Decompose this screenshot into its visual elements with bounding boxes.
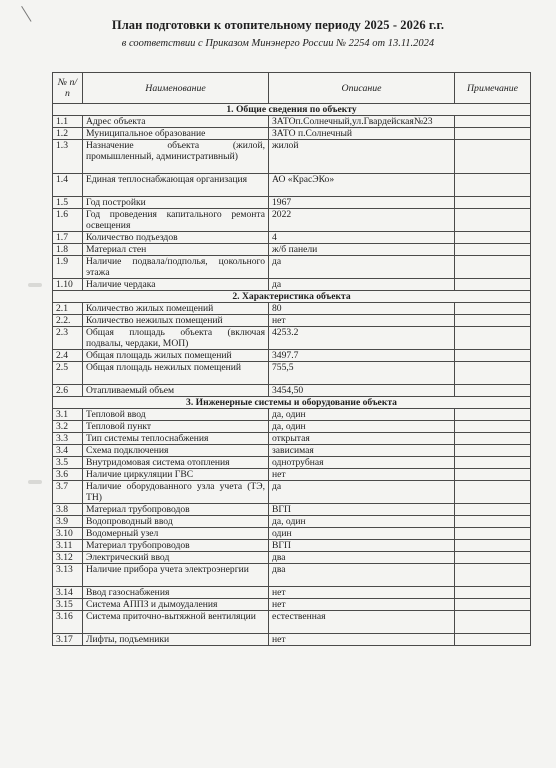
header-name: Наименование xyxy=(83,73,269,104)
table-row xyxy=(53,128,531,140)
row-name: Адрес объекта xyxy=(83,116,269,128)
row-description: да, один xyxy=(269,409,455,421)
row-description: 2022 xyxy=(269,209,455,232)
table-row xyxy=(53,445,531,457)
row-name: Тепловой ввод xyxy=(83,409,269,421)
row-description: 755,5 xyxy=(269,362,455,385)
row-name: Схема подключения xyxy=(83,445,269,457)
table-row xyxy=(53,504,531,516)
punch-hole-mark xyxy=(28,283,42,287)
row-description: нет xyxy=(269,315,455,327)
row-note xyxy=(455,116,531,128)
row-description: жилой xyxy=(269,140,455,174)
table-row xyxy=(53,433,531,445)
table-body xyxy=(53,104,531,646)
row-number: 3.16 xyxy=(53,611,83,634)
table-header-row xyxy=(53,73,531,104)
row-number: 3.12 xyxy=(53,552,83,564)
row-description: да xyxy=(269,279,455,291)
row-description: ЗАТО п.Солнечный xyxy=(269,128,455,140)
table-row xyxy=(53,256,531,279)
header-num: № п/п xyxy=(53,73,83,104)
row-description: 3454,50 xyxy=(269,385,455,397)
row-name: Количество жилых помещений xyxy=(83,303,269,315)
row-note xyxy=(455,528,531,540)
row-number: 1.3 xyxy=(53,140,83,174)
row-number: 1.8 xyxy=(53,244,83,256)
row-name: Материал стен xyxy=(83,244,269,256)
row-number: 3.5 xyxy=(53,457,83,469)
table-row xyxy=(53,469,531,481)
row-note xyxy=(455,279,531,291)
row-name: Ввод газоснабжения xyxy=(83,587,269,599)
row-name: Количество нежилых помещений xyxy=(83,315,269,327)
row-name: Материал трубопроводов xyxy=(83,504,269,516)
table-row xyxy=(53,634,531,646)
row-description: открытая xyxy=(269,433,455,445)
row-name: Система АППЗ и дымоудаления xyxy=(83,599,269,611)
row-name: Материал трубопроводов xyxy=(83,540,269,552)
row-name: Общая площадь нежилых помещений xyxy=(83,362,269,385)
row-number: 3.10 xyxy=(53,528,83,540)
row-number: 1.6 xyxy=(53,209,83,232)
row-note xyxy=(455,587,531,599)
row-note xyxy=(455,599,531,611)
row-number: 1.5 xyxy=(53,197,83,209)
table-row xyxy=(53,244,531,256)
row-note xyxy=(455,421,531,433)
row-description: ЗАТОп.Солнечный,ул.Гвардейская№23 xyxy=(269,116,455,128)
row-note xyxy=(455,244,531,256)
row-name: Система приточно-вытяжной вентиляции xyxy=(83,611,269,634)
row-note xyxy=(455,315,531,327)
row-note xyxy=(455,174,531,197)
row-description: АО «КрасЭКо» xyxy=(269,174,455,197)
row-note xyxy=(455,540,531,552)
row-number: 3.4 xyxy=(53,445,83,457)
table-row xyxy=(53,279,531,291)
row-number: 3.14 xyxy=(53,587,83,599)
row-description: два xyxy=(269,552,455,564)
row-name: Лифты, подъемники xyxy=(83,634,269,646)
row-note xyxy=(455,516,531,528)
row-number: 3.11 xyxy=(53,540,83,552)
row-number: 1.2 xyxy=(53,128,83,140)
table-row xyxy=(53,174,531,197)
row-number: 3.8 xyxy=(53,504,83,516)
row-number: 3.9 xyxy=(53,516,83,528)
row-name: Наличие чердака xyxy=(83,279,269,291)
row-description: да, один xyxy=(269,516,455,528)
table-row xyxy=(53,564,531,587)
row-description: 4253.2 xyxy=(269,327,455,350)
table-row xyxy=(53,140,531,174)
row-number: 3.1 xyxy=(53,409,83,421)
row-number: 1.7 xyxy=(53,232,83,244)
row-description: нет xyxy=(269,634,455,646)
table-row xyxy=(53,327,531,350)
row-note xyxy=(455,327,531,350)
row-name: Наличие прибора учета электроэнергии xyxy=(83,564,269,587)
row-name: Год проведения капитального ремонта освещения xyxy=(83,209,269,232)
row-description: нет xyxy=(269,469,455,481)
table-row xyxy=(53,303,531,315)
header-note: Примечание xyxy=(455,73,531,104)
table-row xyxy=(53,232,531,244)
row-number: 3.2 xyxy=(53,421,83,433)
row-note xyxy=(455,564,531,587)
row-name: Тепловой пункт xyxy=(83,421,269,433)
row-note xyxy=(455,552,531,564)
table-row xyxy=(53,315,531,327)
row-name: Наличие подвала/подполья, цокольного этажа xyxy=(83,256,269,279)
row-note xyxy=(455,469,531,481)
row-name: Водомерный узел xyxy=(83,528,269,540)
row-name: Водопроводный ввод xyxy=(83,516,269,528)
row-note xyxy=(455,433,531,445)
row-number: 1.1 xyxy=(53,116,83,128)
row-number: 3.6 xyxy=(53,469,83,481)
table-row xyxy=(53,587,531,599)
table-row xyxy=(53,421,531,433)
header-description: Описание xyxy=(269,73,455,104)
row-description: 4 xyxy=(269,232,455,244)
plan-table xyxy=(52,72,531,646)
row-description: да xyxy=(269,256,455,279)
row-description: два xyxy=(269,564,455,587)
table-row xyxy=(53,350,531,362)
row-name: Отапливаемый объем xyxy=(83,385,269,397)
row-number: 2.6 xyxy=(53,385,83,397)
row-name: Электрический ввод xyxy=(83,552,269,564)
row-description: 80 xyxy=(269,303,455,315)
table-row xyxy=(53,209,531,232)
row-number: 2.1 xyxy=(53,303,83,315)
table-row xyxy=(53,409,531,421)
row-note xyxy=(455,385,531,397)
row-note xyxy=(455,209,531,232)
row-note xyxy=(455,481,531,504)
row-description: один xyxy=(269,528,455,540)
section-title: 2. Характеристика объекта xyxy=(53,291,531,303)
row-description: нет xyxy=(269,587,455,599)
table-row xyxy=(53,362,531,385)
table-row xyxy=(53,197,531,209)
table-row xyxy=(53,611,531,634)
row-name: Единая теплоснабжающая организация xyxy=(83,174,269,197)
row-description: 3497.7 xyxy=(269,350,455,362)
row-note xyxy=(455,445,531,457)
row-description: ж/б панели xyxy=(269,244,455,256)
row-description: 1967 xyxy=(269,197,455,209)
row-note xyxy=(455,197,531,209)
row-note xyxy=(455,128,531,140)
row-number: 1.10 xyxy=(53,279,83,291)
row-note xyxy=(455,634,531,646)
table-row xyxy=(53,599,531,611)
row-description: естественная xyxy=(269,611,455,634)
row-number: 1.4 xyxy=(53,174,83,197)
row-name: Назначение объекта (жилой, промышленный, административный) xyxy=(83,140,269,174)
section-header-row xyxy=(53,104,531,116)
row-name: Количество подъездов xyxy=(83,232,269,244)
table-row xyxy=(53,528,531,540)
row-number: 3.7 xyxy=(53,481,83,504)
row-number: 2.3 xyxy=(53,327,83,350)
table-row xyxy=(53,385,531,397)
row-description: да xyxy=(269,481,455,504)
row-description: да, один xyxy=(269,421,455,433)
row-number: 3.3 xyxy=(53,433,83,445)
table-row xyxy=(53,516,531,528)
row-name: Внутридомовая система отопления xyxy=(83,457,269,469)
table-row xyxy=(53,457,531,469)
row-note xyxy=(455,232,531,244)
row-description: нет xyxy=(269,599,455,611)
section-title: 3. Инженерные системы и оборудование объекта xyxy=(53,397,531,409)
row-note xyxy=(455,303,531,315)
table-row xyxy=(53,552,531,564)
table-row xyxy=(53,481,531,504)
row-number: 3.15 xyxy=(53,599,83,611)
document-title: План подготовки к отопительному периоду 2025 - 2026 г.г. xyxy=(111,18,445,32)
row-note xyxy=(455,504,531,516)
table-row xyxy=(53,116,531,128)
table-row xyxy=(53,540,531,552)
row-description: ВГП xyxy=(269,540,455,552)
row-number: 2.2. xyxy=(53,315,83,327)
row-note xyxy=(455,611,531,634)
row-name: Общая площадь объекта (включая подвалы, чердаки, МОП) xyxy=(83,327,269,350)
row-name: Общая площадь жилых помещений xyxy=(83,350,269,362)
row-number: 1.9 xyxy=(53,256,83,279)
punch-hole-mark xyxy=(28,480,42,484)
section-title: 1. Общие сведения по объекту xyxy=(53,104,531,116)
row-note xyxy=(455,350,531,362)
row-note xyxy=(455,457,531,469)
row-note xyxy=(455,256,531,279)
row-description: однотрубная xyxy=(269,457,455,469)
row-name: Наличие циркуляции ГВС xyxy=(83,469,269,481)
row-name: Год постройки xyxy=(83,197,269,209)
row-description: ВГП xyxy=(269,504,455,516)
row-number: 3.17 xyxy=(53,634,83,646)
section-header-row xyxy=(53,397,531,409)
row-name: Тип системы теплоснабжения xyxy=(83,433,269,445)
row-number: 2.4 xyxy=(53,350,83,362)
section-header-row xyxy=(53,291,531,303)
row-number: 3.13 xyxy=(53,564,83,587)
row-number: 2.5 xyxy=(53,362,83,385)
row-name: Муниципальное образование xyxy=(83,128,269,140)
row-name: Наличие оборудованного узла учета (ТЭ, ТН) xyxy=(83,481,269,504)
document-subtitle: в соответствии с Приказом Минэнерго России № 2254 от 13.11.2024 xyxy=(121,38,435,49)
row-note xyxy=(455,140,531,174)
row-note xyxy=(455,409,531,421)
row-note xyxy=(455,362,531,385)
row-description: зависимая xyxy=(269,445,455,457)
